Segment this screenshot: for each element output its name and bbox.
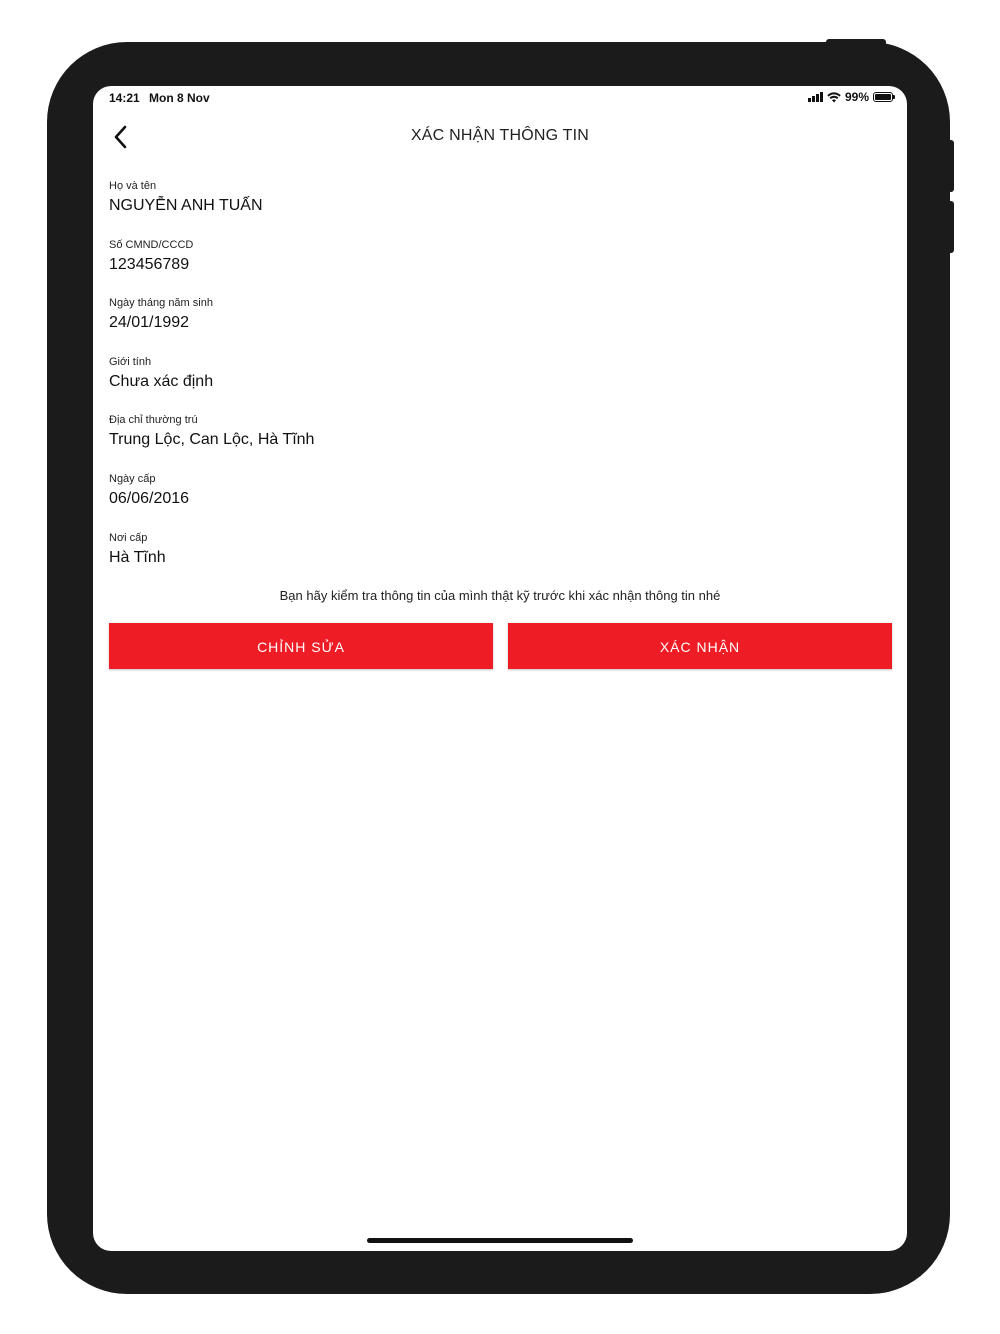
signal-icon [808,92,823,102]
field-label: Ngày tháng năm sinh [109,297,213,310]
verification-notice: Bạn hãy kiểm tra thông tin của mình thật kỹ trước khi xác nhận thông tin nhé [279,588,721,603]
status-bar [93,86,907,110]
edit-button[interactable]: CHỈNH SỬA [109,623,493,669]
field-issue-place [109,532,869,591]
page-title: XÁC NHẬN THÔNG TIN [410,127,590,144]
screen [93,86,907,1251]
field-value: 06/06/2016 [109,489,190,507]
field-label: Số CMND/CCCD [109,238,194,251]
field-value: Chưa xác định [109,372,214,390]
field-id-number [109,239,869,298]
field-label: Địa chỉ thường trú [109,414,198,427]
field-label: Nơi cấp [109,531,148,544]
status-indicators [808,90,893,104]
field-value: Trung Lộc, Can Lộc, Hà Tĩnh [109,431,315,449]
field-date-of-birth [109,297,869,356]
status-time: 14:21 [109,91,140,105]
battery-percentage: 99% [844,90,869,104]
field-issue-date [109,473,869,532]
field-label: Họ và tên [109,180,157,192]
field-gender [109,356,869,415]
status-date: Mon 8 Nov [149,91,210,105]
field-value: Hà Tĩnh [109,548,166,566]
wifi-icon [827,92,841,103]
field-label: Giới tính [109,355,152,368]
field-permanent-address [109,414,869,473]
field-full-name [109,180,869,239]
field-value: 123456789 [109,255,190,273]
battery-icon [873,92,893,102]
field-value: NGUYỄN ANH TUẤN [109,197,263,214]
confirm-button[interactable]: XÁC NHẬN [508,623,892,669]
field-value: 24/01/1992 [109,314,190,332]
home-indicator[interactable] [367,1238,633,1243]
field-label: Ngày cấp [109,472,156,485]
info-list [109,180,869,590]
